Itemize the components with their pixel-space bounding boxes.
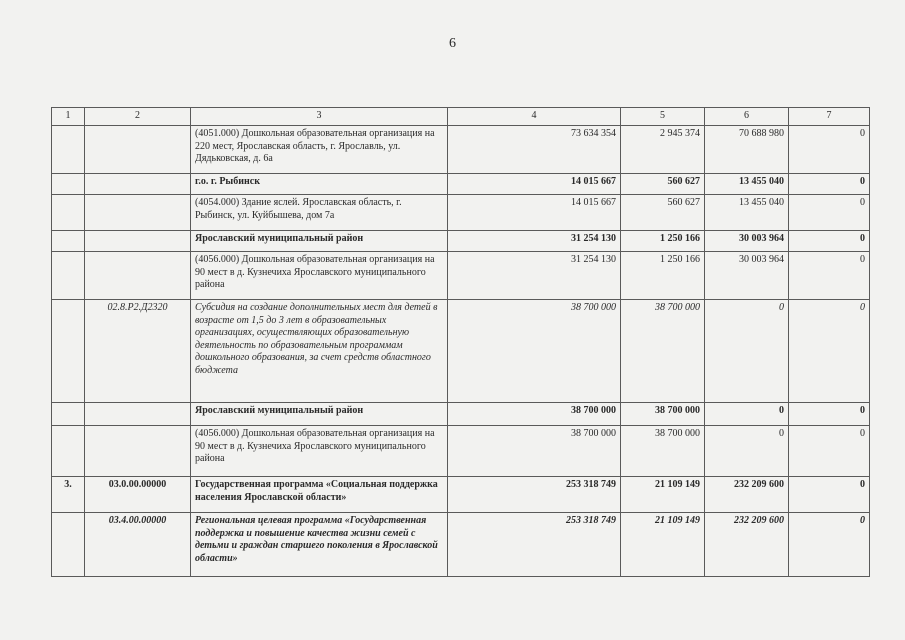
- budget-table: [51, 107, 870, 577]
- budget-code: [85, 126, 191, 174]
- item-name: (4051.000) Дошкольная образовательная организация на 220 мест, Ярославская область, г. Ярославль, ул. Дядьковская, д. 6а: [191, 126, 448, 174]
- item-name: (4056.000) Дошкольная образовательная организация на 90 мест в д. Кузнечиха Ярославского муниципального района: [191, 426, 448, 477]
- item-name: Ярославский муниципальный район: [191, 231, 448, 252]
- value-col-7: 0: [789, 403, 870, 426]
- column-number-row: [52, 108, 870, 126]
- value-col-4: 38 700 000: [448, 403, 621, 426]
- table-row: [52, 300, 870, 403]
- budget-code: 03.0.00.00000: [85, 477, 191, 513]
- table-row: [52, 231, 870, 252]
- item-name: Ярославский муниципальный район: [191, 403, 448, 426]
- page-number: 6: [449, 36, 456, 51]
- budget-code: [85, 426, 191, 477]
- header-cell-1: 1: [52, 108, 85, 126]
- table-row: [52, 252, 870, 300]
- value-col-5: 21 109 149: [621, 477, 705, 513]
- item-name: (4056.000) Дошкольная образовательная организация на 90 мест в д. Кузнечиха Ярославского муниципального района: [191, 252, 448, 300]
- item-name: (4054.000) Здание яслей. Ярославская область, г. Рыбинск, ул. Куйбышева, дом 7а: [191, 195, 448, 231]
- value-col-5: 38 700 000: [621, 426, 705, 477]
- value-col-6: 232 209 600: [705, 477, 789, 513]
- value-col-6: 13 455 040: [705, 195, 789, 231]
- value-col-5: 560 627: [621, 195, 705, 231]
- value-col-5: 2 945 374: [621, 126, 705, 174]
- budget-code: [85, 231, 191, 252]
- value-col-4: 38 700 000: [448, 426, 621, 477]
- value-col-6: 0: [705, 300, 789, 403]
- row-number: 3.: [52, 477, 85, 513]
- table-row: [52, 403, 870, 426]
- row-number: [52, 195, 85, 231]
- value-col-4: 253 318 749: [448, 513, 621, 577]
- budget-code: 03.4.00.00000: [85, 513, 191, 577]
- value-col-5: 560 627: [621, 174, 705, 195]
- budget-code: 02.8.Р2.Д2320: [85, 300, 191, 403]
- budget-code: [85, 195, 191, 231]
- value-col-7: 0: [789, 513, 870, 577]
- item-name: г.о. г. Рыбинск: [191, 174, 448, 195]
- value-col-4: 31 254 130: [448, 252, 621, 300]
- value-col-6: 0: [705, 426, 789, 477]
- header-cell-5: 5: [621, 108, 705, 126]
- value-col-7: 0: [789, 426, 870, 477]
- table-row: [52, 477, 870, 513]
- value-col-6: 30 003 964: [705, 231, 789, 252]
- row-number: [52, 174, 85, 195]
- value-col-6: 30 003 964: [705, 252, 789, 300]
- value-col-6: 13 455 040: [705, 174, 789, 195]
- value-col-6: 70 688 980: [705, 126, 789, 174]
- value-col-4: 73 634 354: [448, 126, 621, 174]
- value-col-4: 14 015 667: [448, 174, 621, 195]
- value-col-6: 0: [705, 403, 789, 426]
- item-name: Субсидия на создание дополнительных мест для детей в возрасте от 1,5 до 3 лет в образовательных организациях, осуществляющих образовательную деятельность по образовательным программам дошкольного образования, за счет средств областного бюджета: [191, 300, 448, 403]
- row-number: [52, 426, 85, 477]
- table-row: [52, 126, 870, 174]
- value-col-5: 38 700 000: [621, 403, 705, 426]
- header-cell-6: 6: [705, 108, 789, 126]
- value-col-7: 0: [789, 477, 870, 513]
- value-col-4: 38 700 000: [448, 300, 621, 403]
- value-col-6: 232 209 600: [705, 513, 789, 577]
- value-col-7: 0: [789, 300, 870, 403]
- value-col-4: 31 254 130: [448, 231, 621, 252]
- value-col-7: 0: [789, 195, 870, 231]
- header-cell-3: 3: [191, 108, 448, 126]
- value-col-7: 0: [789, 231, 870, 252]
- row-number: [52, 300, 85, 403]
- header-cell-4: 4: [448, 108, 621, 126]
- row-number: [52, 231, 85, 252]
- value-col-7: 0: [789, 126, 870, 174]
- table-row: [52, 195, 870, 231]
- value-col-5: 1 250 166: [621, 252, 705, 300]
- value-col-4: 253 318 749: [448, 477, 621, 513]
- table-row: [52, 174, 870, 195]
- table-row: [52, 426, 870, 477]
- value-col-5: 21 109 149: [621, 513, 705, 577]
- row-number: [52, 513, 85, 577]
- budget-code: [85, 403, 191, 426]
- budget-code: [85, 174, 191, 195]
- item-name: Государственная программа «Социальная поддержка населения Ярославской области»: [191, 477, 448, 513]
- row-number: [52, 126, 85, 174]
- value-col-7: 0: [789, 174, 870, 195]
- header-cell-2: 2: [85, 108, 191, 126]
- row-number: [52, 403, 85, 426]
- budget-code: [85, 252, 191, 300]
- header-cell-7: 7: [789, 108, 870, 126]
- value-col-5: 1 250 166: [621, 231, 705, 252]
- item-name: Региональная целевая программа «Государственная поддержка и повышение качества жизни семей с детьми и граждан старшего поколения в Ярославской области»: [191, 513, 448, 577]
- row-number: [52, 252, 85, 300]
- value-col-7: 0: [789, 252, 870, 300]
- table-row: [52, 513, 870, 577]
- value-col-4: 14 015 667: [448, 195, 621, 231]
- value-col-5: 38 700 000: [621, 300, 705, 403]
